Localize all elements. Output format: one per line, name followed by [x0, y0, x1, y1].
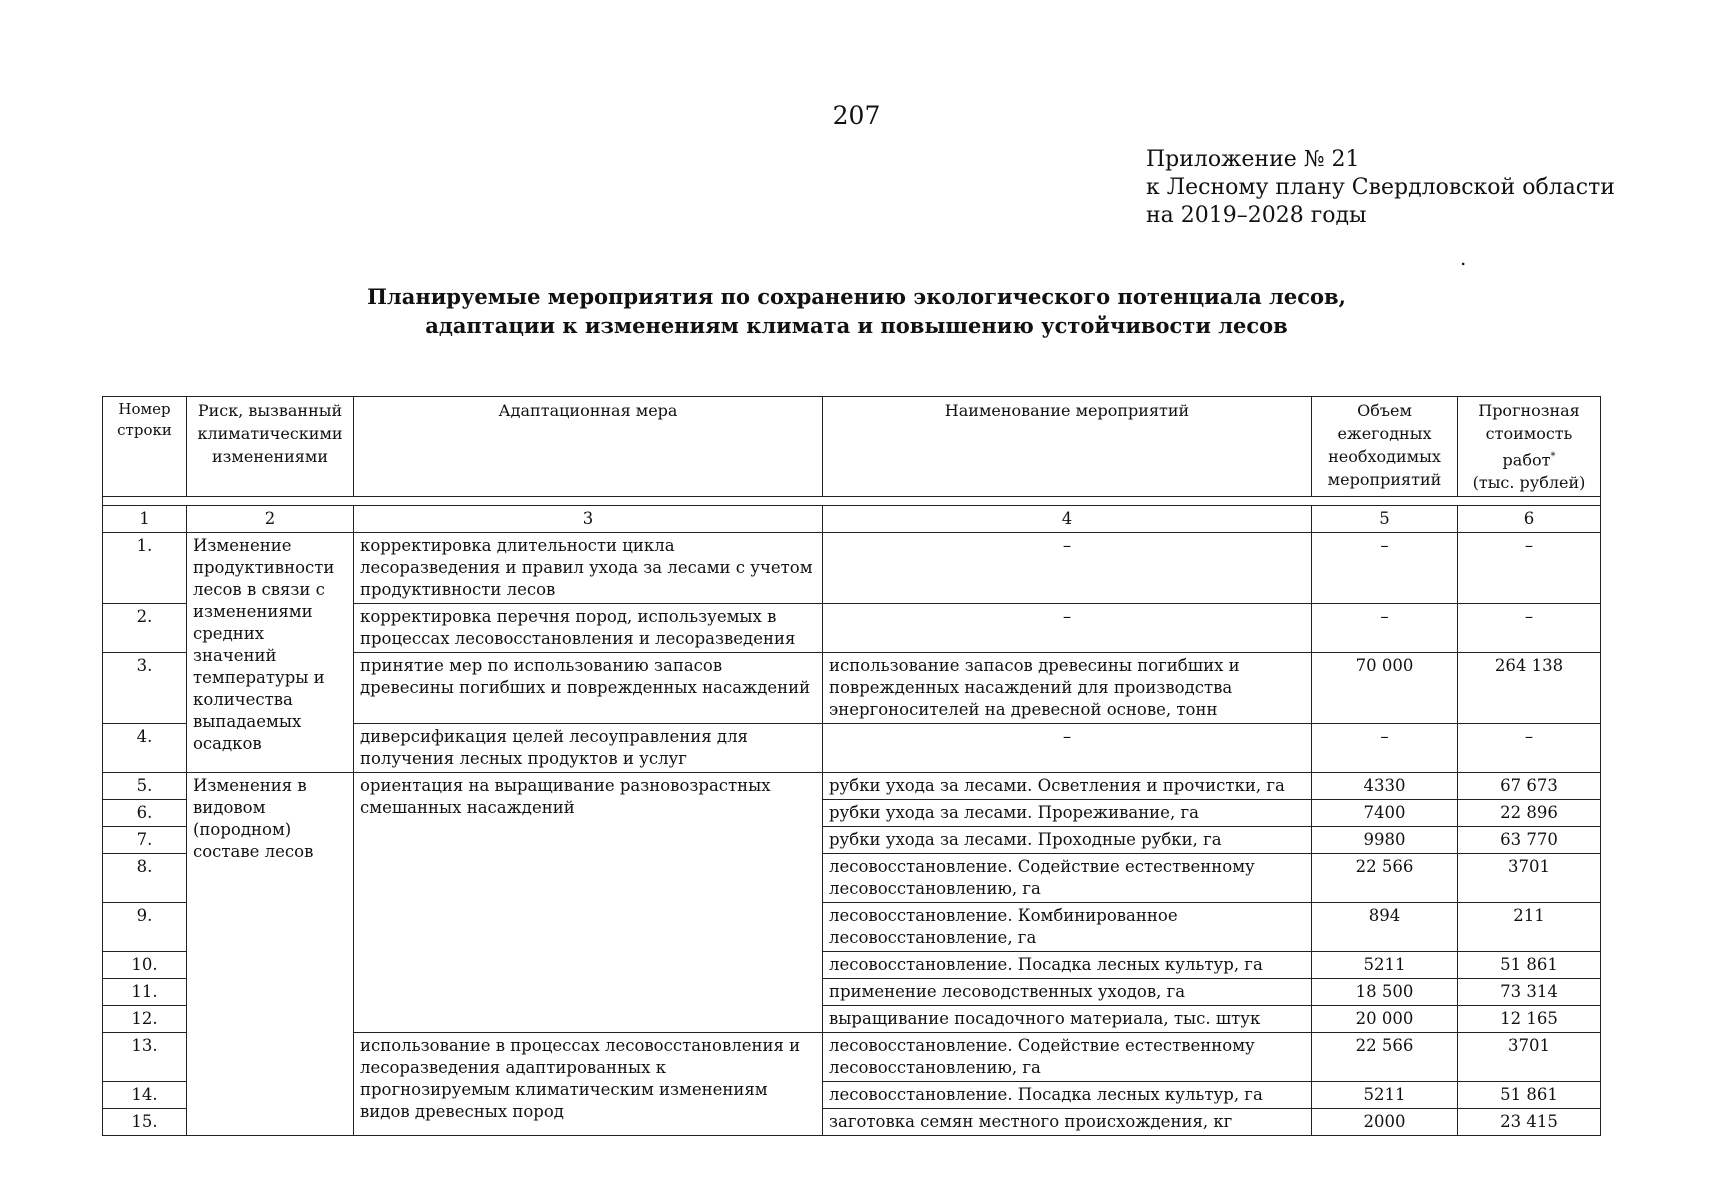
- activity-cell: лесовосстановление. Комбинированное лесовосстановление, га: [823, 903, 1312, 952]
- activity-cell: заготовка семян местного происхождения, кг: [823, 1109, 1312, 1136]
- col-number-5: 5: [1312, 506, 1458, 533]
- cost-cell: 63 770: [1458, 827, 1601, 854]
- col-number-3: 3: [354, 506, 823, 533]
- measure-cell: принятие мер по использованию запасов древесины погибших и поврежденных насаждений: [354, 653, 823, 724]
- row-number: 7.: [103, 827, 187, 854]
- row-number: 10.: [103, 952, 187, 979]
- annex-line-2: к Лесному плану Свердловской области: [1146, 175, 1615, 200]
- cost-cell: 73 314: [1458, 979, 1601, 1006]
- cost-cell: 3701: [1458, 854, 1601, 903]
- measures-table: [102, 396, 1601, 1136]
- volume-cell: 18 500: [1312, 979, 1458, 1006]
- row-number: 2.: [103, 604, 187, 653]
- row-number: 13.: [103, 1033, 187, 1082]
- cost-cell: 22 896: [1458, 800, 1601, 827]
- col-number-4: 4: [823, 506, 1312, 533]
- column-number-row: [103, 506, 1601, 533]
- risk-cell-species: Изменения в видовом (породном) составе лесов: [187, 773, 354, 1136]
- col-number-1: 1: [103, 506, 187, 533]
- volume-cell: –: [1312, 533, 1458, 604]
- col-number-2: 2: [187, 506, 354, 533]
- measure-cell: диверсификация целей лесоуправления для получения лесных продуктов и услуг: [354, 724, 823, 773]
- row-number: 12.: [103, 1006, 187, 1033]
- table-header-row: [103, 397, 1601, 497]
- row-number: 11.: [103, 979, 187, 1006]
- risk-cell-productivity: Изменение продуктивности лесов в связи с изменениями средних значений температуры и количества выпадаемых осадков: [187, 533, 354, 773]
- stray-dot: .: [1460, 246, 1467, 270]
- annex-line-1: Приложение № 21: [1146, 147, 1360, 172]
- page-number: 207: [832, 101, 881, 130]
- col-number-6: 6: [1458, 506, 1601, 533]
- volume-cell: –: [1312, 604, 1458, 653]
- activity-cell: использование запасов древесины погибших и поврежденных насаждений для производства энергоносителей на древесной основе, тонн: [823, 653, 1312, 724]
- activity-cell: выращивание посадочного материала, тыс. штук: [823, 1006, 1312, 1033]
- title-line-1: Планируемые мероприятия по сохранению экологического потенциала лесов,: [367, 284, 1346, 309]
- header-gap: [103, 497, 1601, 506]
- volume-cell: 70 000: [1312, 653, 1458, 724]
- volume-cell: 22 566: [1312, 854, 1458, 903]
- cost-cell: 23 415: [1458, 1109, 1601, 1136]
- activity-cell: –: [823, 533, 1312, 604]
- row-number: 15.: [103, 1109, 187, 1136]
- activity-cell: лесовосстановление. Содействие естественному лесовосстановлению, га: [823, 854, 1312, 903]
- activity-cell: лесовосстановление. Посадка лесных культур, га: [823, 1082, 1312, 1109]
- volume-cell: 4330: [1312, 773, 1458, 800]
- cost-cell: 67 673: [1458, 773, 1601, 800]
- activity-cell: применение лесоводственных уходов, га: [823, 979, 1312, 1006]
- annex-note: [1146, 146, 1615, 230]
- header-activity: Наименование мероприятий: [823, 397, 1312, 497]
- row-number: 14.: [103, 1082, 187, 1109]
- annex-line-3: на 2019–2028 годы: [1146, 203, 1367, 228]
- header-risk: Риск, вызванный климатическими изменениями: [187, 397, 354, 497]
- volume-cell: 20 000: [1312, 1006, 1458, 1033]
- cost-cell: 51 861: [1458, 1082, 1601, 1109]
- volume-cell: 7400: [1312, 800, 1458, 827]
- header-measure: Адаптационная мера: [354, 397, 823, 497]
- header-volume: Объем ежегодных необходимых мероприятий: [1312, 397, 1458, 497]
- volume-cell: 5211: [1312, 952, 1458, 979]
- volume-cell: 9980: [1312, 827, 1458, 854]
- activity-cell: –: [823, 604, 1312, 653]
- cost-cell: –: [1458, 533, 1601, 604]
- row-number: 3.: [103, 653, 187, 724]
- activity-cell: рубки ухода за лесами. Проходные рубки, га: [823, 827, 1312, 854]
- cost-cell: 12 165: [1458, 1006, 1601, 1033]
- cost-cell: 51 861: [1458, 952, 1601, 979]
- measure-cell-mixed-stands: ориентация на выращивание разновозрастных смешанных насаждений: [354, 773, 823, 1033]
- cost-cell: 211: [1458, 903, 1601, 952]
- volume-cell: 5211: [1312, 1082, 1458, 1109]
- measure-cell: корректировка перечня пород, используемых в процессах лесовосстановления и лесоразведения: [354, 604, 823, 653]
- measure-cell-adapted-species: использование в процессах лесовосстановления и лесоразведения адаптированных к прогнозируемым климатическим изменениям видов древесных пород: [354, 1033, 823, 1136]
- header-cost: [1458, 397, 1601, 497]
- cost-cell: 3701: [1458, 1033, 1601, 1082]
- footnote-mark: *: [1550, 451, 1556, 462]
- volume-cell: –: [1312, 724, 1458, 773]
- volume-cell: 2000: [1312, 1109, 1458, 1136]
- activity-cell: рубки ухода за лесами. Осветления и прочистки, га: [823, 773, 1312, 800]
- table-row: [103, 533, 1601, 604]
- title-line-2: адаптации к изменениям климата и повышению устойчивости лесов: [425, 313, 1288, 338]
- volume-cell: 894: [1312, 903, 1458, 952]
- table-row: [103, 773, 1601, 800]
- cost-cell: –: [1458, 724, 1601, 773]
- header-cost-unit: (тыс. рублей): [1472, 473, 1586, 493]
- header-cost-label: Прогнозная стоимость работ: [1478, 401, 1580, 470]
- row-number: 5.: [103, 773, 187, 800]
- cost-cell: –: [1458, 604, 1601, 653]
- row-number: 9.: [103, 903, 187, 952]
- header-row-number: Номер строки: [103, 397, 187, 497]
- activity-cell: лесовосстановление. Посадка лесных культур, га: [823, 952, 1312, 979]
- measure-cell: корректировка длительности цикла лесоразведения и правил ухода за лесами с учетом продуктивности лесов: [354, 533, 823, 604]
- document-title: [0, 282, 1713, 340]
- volume-cell: 22 566: [1312, 1033, 1458, 1082]
- row-number: 8.: [103, 854, 187, 903]
- activity-cell: рубки ухода за лесами. Прореживание, га: [823, 800, 1312, 827]
- cost-cell: 264 138: [1458, 653, 1601, 724]
- activity-cell: –: [823, 724, 1312, 773]
- row-number: 1.: [103, 533, 187, 604]
- row-number: 6.: [103, 800, 187, 827]
- activity-cell: лесовосстановление. Содействие естественному лесовосстановлению, га: [823, 1033, 1312, 1082]
- row-number: 4.: [103, 724, 187, 773]
